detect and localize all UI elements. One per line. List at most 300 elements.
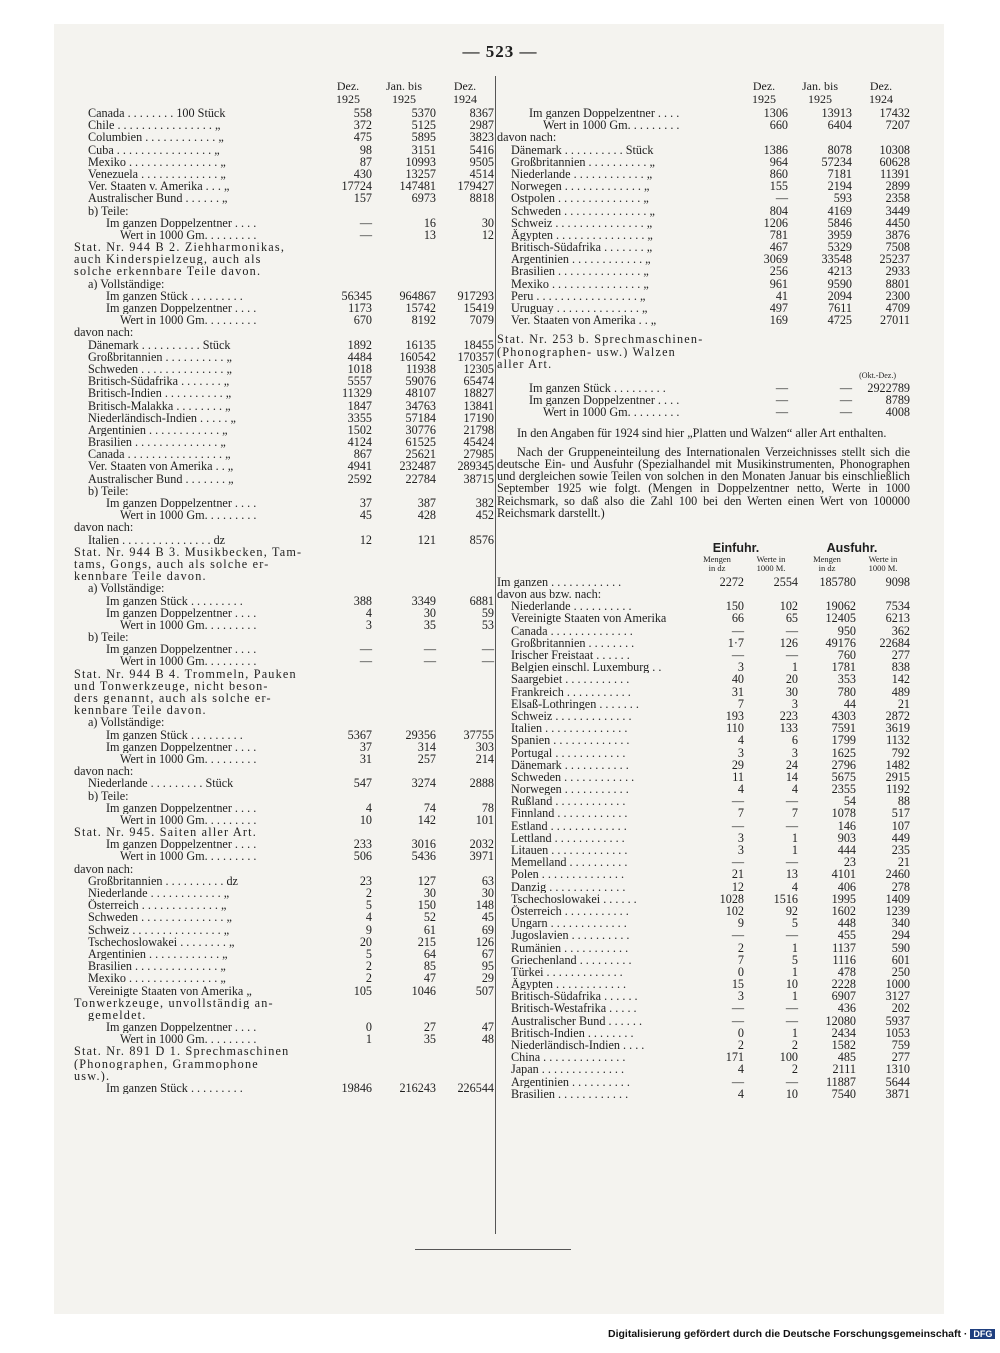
row-value (372, 1045, 436, 1057)
row-label: gemeldet. (88, 1008, 147, 1022)
row-label: solche erkennbare Teile davon. (74, 265, 262, 278)
row-value: 15742 (405, 301, 436, 315)
row-value: 1239 (885, 903, 910, 918)
row-label: Italien . . . . . . . . . . . . . . (511, 722, 628, 735)
table-row (74, 546, 494, 558)
row-value: — (785, 818, 798, 833)
stat-253b-heading (497, 333, 910, 370)
table-row (497, 1088, 910, 1100)
row-value (436, 704, 494, 716)
row-value: — (785, 855, 798, 870)
row-label: Im ganzen Doppelzentner . . . . (106, 801, 257, 814)
row-value: 257 (417, 751, 436, 766)
sub-header-label: 1000 M. (868, 562, 898, 573)
table-row (74, 205, 494, 217)
row-value (324, 704, 372, 716)
row-label: Danzig . . . . . . . . . . . . . (511, 880, 626, 893)
row-value: 277 (891, 1050, 910, 1065)
row-value: 85 (423, 959, 436, 974)
table-row (74, 985, 494, 997)
row-label: Polen . . . . . . . . . . . . . . (511, 868, 625, 881)
row-label: Irischer Freistaat . . . . . . (511, 649, 630, 662)
table-row (497, 1076, 910, 1088)
row-value: 6 (791, 733, 798, 748)
table-row (497, 1063, 910, 1075)
row-value (372, 558, 436, 570)
row-value: 4169 (827, 203, 852, 218)
row-value: 29 (481, 971, 494, 986)
row-label: Australischer Bund . . . . . . . „ (88, 472, 234, 485)
row-value: 34763 (405, 398, 436, 413)
table-row (74, 595, 494, 607)
row-value: 2300 (885, 288, 910, 303)
row-value (372, 326, 436, 338)
row-value: 289345 (457, 459, 494, 474)
row-value: 157 (353, 191, 372, 206)
row-value: 5329 (827, 240, 852, 255)
row-value: 45 (359, 508, 372, 523)
row-value: 87 (359, 154, 372, 169)
row-value: 22784 (405, 471, 436, 486)
row-value: 78 (481, 800, 494, 815)
row-value (436, 680, 494, 692)
row-value: 15419 (463, 301, 494, 315)
table-row (497, 131, 910, 143)
row-value: 29356 (405, 727, 436, 742)
row-value (436, 1058, 494, 1070)
note-paragraph: In den Angaben für 1924 sind hier „Platten und Walzen“ aller Art enthalten. (517, 425, 887, 440)
row-value: 3 (365, 617, 372, 632)
row-label: Schweden . . . . . . . . . . . . . . „ (511, 204, 655, 217)
row-value (372, 265, 436, 277)
row-label: Britisch-Indien . . . . . . . . (511, 1026, 634, 1040)
row-value: 202 (891, 1001, 910, 1016)
dfg-logo: DFG (970, 1329, 995, 1339)
row-value: 3 (737, 843, 744, 858)
row-value: 2 (737, 940, 744, 955)
row-value: 19062 (825, 599, 856, 614)
row-value: 601 (891, 952, 910, 967)
right-table-body (497, 107, 910, 326)
row-value: 142 (417, 812, 436, 827)
row-value: 45424 (463, 435, 494, 450)
row-value: 489 (891, 684, 910, 699)
row-label: Australischer Bund . . . . . . (511, 1014, 642, 1027)
row-label: Ver. Staaten von Amerika . . „ (511, 314, 657, 327)
row-value (436, 521, 494, 533)
sub-header-label: Mengen (703, 553, 731, 564)
row-label: Im ganzen . . . . . . . . . . . . (497, 575, 622, 589)
row-label: Finnland . . . . . . . . . . . . (511, 807, 628, 820)
row-value: 362 (891, 623, 910, 638)
table-row (74, 1058, 494, 1070)
row-value: 10 (785, 1086, 798, 1101)
row-value (324, 863, 372, 875)
left-column (74, 80, 494, 1094)
stat-253b-table (497, 382, 910, 419)
row-value: 4941 (347, 459, 372, 474)
row-value: 1046 (411, 983, 436, 998)
table-row (497, 205, 910, 217)
row-label: Elsaß-Lothringen . . . . . . . (511, 697, 639, 710)
row-value: 3876 (885, 227, 910, 242)
header-label: Jan. bis (386, 79, 422, 93)
row-value: 3449 (885, 203, 910, 218)
row-value: 670 (353, 313, 372, 328)
row-label: davon nach: (497, 131, 557, 144)
row-value: 10 (785, 977, 798, 992)
row-label: Schweden . . . . . . . . . . . . (511, 770, 635, 784)
row-value: 121 (417, 532, 436, 547)
row-label: Schweden . . . . . . . . . . . . . . „ (88, 911, 232, 924)
row-value: 9505 (469, 154, 494, 169)
row-value: 428 (417, 508, 436, 523)
row-value: 3 (737, 660, 744, 675)
row-value (324, 680, 372, 692)
table-row (74, 253, 494, 265)
table-row (497, 881, 910, 893)
header-label: Dez. (869, 79, 893, 93)
table-row (74, 924, 494, 936)
row-value: 133 (779, 721, 798, 736)
row-value: 2554 (773, 574, 798, 589)
row-value (324, 205, 372, 217)
row-label: Chile . . . . . . . . . . . . . . . . „ (88, 119, 221, 132)
row-value (324, 997, 372, 1009)
row-value: 105 (353, 983, 372, 998)
row-value: 3 (737, 745, 744, 760)
row-value: 6881 (469, 593, 494, 608)
row-label: Im ganzen Doppelzentner . . . . (106, 216, 257, 229)
row-value: 294 (891, 928, 910, 943)
row-value: 64 (423, 946, 436, 961)
row-value: 20 (785, 672, 798, 687)
right-column (497, 80, 910, 1100)
row-label: Spanien . . . . . . . . . . . . . (511, 734, 630, 747)
row-value: 430 (353, 166, 372, 181)
row-value: 52 (423, 910, 436, 925)
row-value: 3151 (411, 142, 436, 157)
row-value: 2592 (347, 471, 372, 486)
heading-line: (Phonographen- usw.) Walzen (497, 345, 676, 358)
row-value: 12 (359, 532, 372, 547)
row-value: 4 (791, 879, 798, 894)
row-label: Österreich . . . . . . . . . . . (511, 904, 629, 918)
row-label: Britisch-Malakka . . . . . . . . „ (88, 399, 231, 412)
table-row (497, 686, 910, 698)
row-label: Britisch-Südafrika . . . . . . (511, 990, 638, 1003)
ausfuhr-heading: Ausfuhr. (826, 540, 878, 555)
row-value: — (785, 1074, 798, 1089)
row-value: 98 (359, 142, 372, 157)
row-label: davon nach: (74, 326, 134, 339)
row-value: 388 (353, 593, 372, 608)
heading-line: Stat. Nr. 253 b. Sprechmaschinen- (497, 333, 704, 346)
row-value (372, 205, 436, 217)
footer-credit (608, 1328, 995, 1340)
row-value: 5644 (885, 1074, 910, 1089)
row-value: 216243 (399, 1081, 436, 1095)
row-value: 9 (737, 916, 744, 931)
row-value (372, 546, 436, 558)
row-value: 1053 (885, 1025, 910, 1040)
row-value: 56345 (341, 288, 372, 303)
row-value (436, 278, 494, 290)
end-rule (415, 1249, 571, 1250)
row-value: 1625 (831, 745, 856, 760)
row-label: b) Teile: (88, 631, 129, 644)
row-value: 8818 (469, 191, 494, 206)
table-row (74, 680, 494, 692)
table-row (497, 314, 910, 326)
row-value: 1516 (773, 891, 798, 906)
row-value: 950 (837, 623, 856, 638)
row-value: 382 (475, 496, 494, 510)
row-value: 5370 (411, 106, 436, 120)
row-value (436, 790, 494, 802)
row-label: Memelland . . . . . . . . . . (511, 856, 628, 869)
row-label: ders genannt, auch als solche er- (74, 692, 272, 705)
row-value: 21 (731, 867, 744, 882)
row-value: 8789 (885, 393, 910, 408)
row-value: 2194 (827, 179, 852, 194)
row-value (372, 680, 436, 692)
row-value: 65 (785, 611, 798, 626)
row-label: Ägypten . . . . . . . . . . . . . . . „ (511, 228, 653, 242)
row-value (372, 668, 436, 680)
row-value: 7181 (827, 166, 852, 181)
row-value: 12 (731, 879, 744, 894)
table-row (74, 400, 494, 412)
row-label: davon aus bzw. nach: (497, 588, 602, 601)
row-label: Türkei . . . . . . . . . . . . . (511, 965, 623, 979)
row-value: 7591 (831, 721, 856, 736)
table-row (74, 729, 494, 741)
row-value: 13257 (405, 166, 436, 181)
row-value: 65474 (463, 374, 494, 389)
row-value: 25621 (405, 447, 436, 462)
row-value: 88 (897, 794, 910, 809)
row-value: 3349 (411, 593, 436, 608)
row-label: Im ganzen Doppelzentner . . . . (529, 107, 680, 120)
table-row (497, 278, 910, 290)
row-value (740, 131, 788, 143)
row-value: 69 (481, 922, 494, 937)
row-value: 1482 (885, 757, 910, 772)
row-value: 171 (725, 1050, 744, 1065)
row-value (372, 521, 436, 533)
row-value: 102 (725, 903, 744, 918)
table-row (74, 668, 494, 680)
table-row (74, 241, 494, 253)
row-label: Rußland . . . . . . . . . . . . (511, 795, 626, 808)
trade-group-header (497, 541, 910, 555)
row-value (372, 716, 436, 728)
intro-paragraph: Nach der Gruppeneinteilung des Internationalen Verzeichnisses stellt sich die deutsche Ein- und Ausfuhr (Spezialhandel mit Musikinstrumenten, Phonographen und dergleichen sowie Teilen von solchen in den Monaten Januar bis einschließlich September 1925 wie folgt. (Mengen in Doppelzentner netto, Werte in 1000 Reichsmark, so daß also die Zahl 100 bei den Werten einen Wert von 100000 Reichsmark darstellt.) (497, 444, 910, 520)
row-label: Norwegen . . . . . . . . . . . (511, 783, 629, 796)
row-label: b) Teile: (88, 204, 129, 217)
row-value (324, 241, 372, 253)
row-value: 110 (726, 721, 744, 736)
row-value: 436 (837, 1001, 856, 1016)
table-row (74, 814, 494, 826)
row-value: 8576 (469, 532, 494, 547)
table-row (74, 131, 494, 143)
row-value: 3355 (347, 410, 372, 425)
table-row (74, 278, 494, 290)
row-value: 478 (837, 964, 856, 979)
row-value: 7540 (831, 1086, 856, 1101)
row-value: 1206 (763, 215, 788, 230)
row-value: 760 (837, 648, 856, 663)
row-value (372, 863, 436, 875)
row-label: Schweiz . . . . . . . . . . . . . . . „ (511, 216, 653, 229)
row-value: 23 (359, 873, 372, 888)
row-value: 9 (365, 922, 372, 937)
table-row (497, 734, 910, 746)
row-value: 5557 (347, 374, 372, 389)
row-label: Britisch-Indien . . . . . . . . . . „ (88, 387, 232, 400)
row-value: — (731, 1001, 744, 1016)
row-value: 11 (732, 769, 744, 784)
row-label: Ver. Staaten von Amerika . . „ (88, 460, 234, 473)
header-label: 1924 (453, 92, 477, 106)
row-value: 1602 (831, 903, 856, 918)
row-value: 1018 (347, 361, 372, 376)
row-value: 48 (481, 1032, 494, 1047)
row-value: 61525 (405, 435, 436, 450)
row-value (372, 241, 436, 253)
row-value: 215 (417, 934, 436, 949)
row-label: Saargebiet . . . . . . . . . . . (511, 673, 630, 686)
row-value: 160542 (399, 349, 436, 364)
row-value: 6213 (885, 611, 910, 626)
row-value: — (785, 794, 798, 809)
row-value (324, 253, 372, 265)
row-value: 63 (481, 873, 494, 888)
row-value: 148 (475, 898, 494, 913)
row-label: Wert in 1000 Gm. . . . . . . . . (543, 406, 680, 419)
row-label: Tonwerkzeuge, unvollständig an- (74, 996, 274, 1009)
row-value: 44 (843, 696, 856, 711)
row-value: 8801 (885, 276, 910, 291)
row-label: kennbare Teile davon. (74, 570, 207, 583)
row-value: 5846 (827, 215, 852, 230)
row-value: 278 (891, 879, 910, 894)
row-value: 92 (785, 903, 798, 918)
row-value: — (785, 648, 798, 663)
table-row (74, 534, 494, 546)
header-label: 1925 (336, 92, 360, 106)
row-value: 21 (897, 855, 910, 870)
row-value: — (839, 380, 852, 395)
row-value (324, 521, 372, 533)
row-value (324, 326, 372, 338)
header-label: Jan. bis (802, 79, 838, 93)
row-label: Im ganzen Doppelzentner . . . . (106, 606, 257, 619)
table-row (74, 1045, 494, 1057)
row-value: 2 (365, 886, 372, 900)
row-value: — (775, 393, 788, 408)
row-label: usw.). (74, 1069, 111, 1082)
row-value: 3971 (469, 849, 494, 864)
row-value: 780 (837, 684, 856, 699)
row-value (436, 558, 494, 570)
row-label: a) Vollständige: (88, 582, 165, 595)
row-value (372, 997, 436, 1009)
row-value: 3274 (411, 776, 436, 791)
row-label: a) Vollständige: (88, 277, 165, 290)
header-label: 1924 (869, 92, 893, 106)
row-value: 5 (365, 898, 372, 913)
row-value: 7611 (828, 301, 852, 315)
row-value: 37 (359, 739, 372, 754)
row-value: 475 (353, 130, 372, 145)
row-value: 507 (475, 983, 494, 998)
row-value: 11329 (341, 386, 372, 401)
row-value: 4 (365, 800, 372, 815)
table-row (497, 265, 910, 277)
row-value: 27011 (879, 313, 910, 328)
table-row (497, 929, 910, 941)
row-value: — (731, 794, 744, 809)
row-value: 449 (891, 830, 910, 845)
row-value: 3 (791, 696, 798, 711)
row-label: Uruguay . . . . . . . . . . . . . . „ (511, 302, 648, 315)
row-value: 61 (423, 922, 436, 937)
row-value: 1 (791, 843, 798, 858)
row-label: Britisch-Südafrika . . . . . . . „ (511, 241, 653, 254)
table-row (74, 558, 494, 570)
table-row (74, 1082, 494, 1094)
row-value: 961 (769, 276, 788, 291)
row-value: 2922789 (867, 380, 910, 395)
table-row (74, 619, 494, 631)
row-value: 24 (785, 757, 798, 772)
row-label: Lettland . . . . . . . . . . . . (511, 831, 625, 845)
table-row (74, 265, 494, 277)
row-label: Wert in 1000 Gm. . . . . . . . . (120, 813, 257, 827)
table-row (74, 692, 494, 704)
row-value: 7079 (469, 313, 494, 328)
row-label: Rumänien . . . . . . . . . . . (511, 941, 629, 954)
row-value: 1078 (831, 806, 856, 821)
row-value: — (775, 380, 788, 395)
row-value: 5937 (885, 1013, 910, 1028)
header-label: Dez. (752, 79, 776, 93)
row-value: 353 (837, 672, 856, 687)
header-label: Dez. (336, 79, 360, 93)
row-value (436, 326, 494, 338)
row-value: 1781 (831, 660, 856, 675)
row-value: 170357 (457, 349, 494, 364)
header-label: 1925 (752, 92, 776, 106)
table-row (74, 850, 494, 862)
table-row (74, 704, 494, 716)
row-value: 2228 (831, 977, 856, 992)
row-value: 903 (837, 830, 856, 845)
row-value (852, 131, 910, 143)
row-value: 100 (779, 1050, 798, 1065)
row-label: Niederlande . . . . . . . . . . (511, 600, 632, 613)
row-value: 12 (481, 227, 494, 242)
row-label: Ägypten . . . . . . . . . . . . (511, 978, 627, 991)
sub-header-label: in dz (818, 562, 836, 573)
row-value: 860 (769, 166, 788, 181)
row-value: 10308 (879, 142, 910, 157)
row-value (788, 131, 852, 143)
row-label: Vereinigte Staaten von Amerika „ (88, 984, 252, 997)
